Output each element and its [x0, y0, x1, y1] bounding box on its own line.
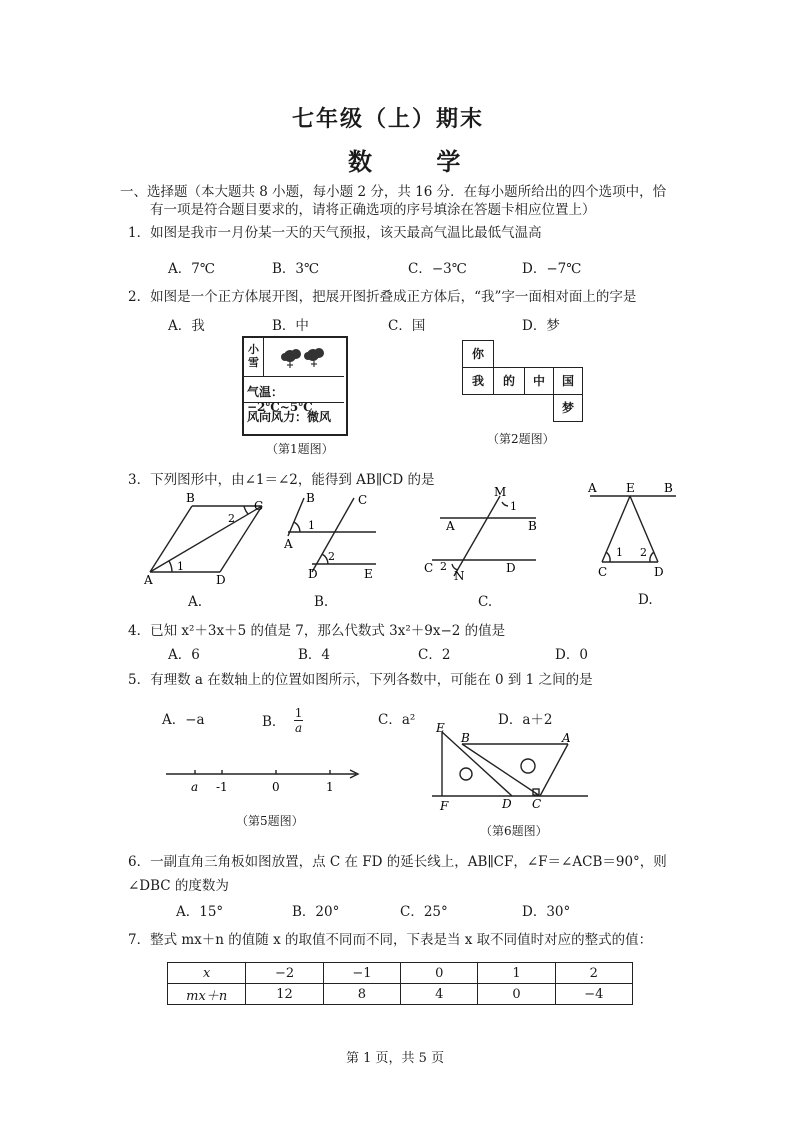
- label-c: C: [254, 499, 264, 513]
- q4-option-b[interactable]: B．4: [298, 647, 331, 663]
- table-cell: −2: [246, 963, 323, 984]
- triangle-rulers-figure: [432, 720, 592, 816]
- q4-option-c[interactable]: C．2: [418, 647, 451, 663]
- frac-numerator: 1: [294, 706, 303, 720]
- angle-2: 2: [640, 546, 647, 559]
- q1-stem: 1．如图是我市一月份某一天的天气预报，该天最高气温比最低气温高: [128, 225, 542, 241]
- q3-figure-a: [140, 492, 270, 587]
- fig6-caption: （第6题图）: [480, 824, 548, 838]
- cube-face-de: 的: [493, 367, 525, 395]
- label-a: A: [446, 519, 455, 533]
- label-c: C: [532, 797, 542, 811]
- table-cell: 8: [323, 984, 400, 1005]
- label-d: D: [216, 573, 226, 587]
- weather-temperature: 气温：−2℃~5℃: [247, 385, 313, 414]
- weather-forecast-figure: [242, 336, 348, 436]
- q2-option-c[interactable]: C．国: [388, 318, 426, 334]
- cube-face-wo: 我: [462, 367, 494, 395]
- q3-option-c[interactable]: C.: [478, 594, 493, 610]
- q1-option-b[interactable]: B．3℃: [272, 261, 320, 277]
- table-cell: mx＋n: [168, 984, 246, 1005]
- label-d: D: [654, 565, 664, 579]
- table-row: [168, 963, 633, 984]
- table-cell: −4: [555, 984, 632, 1005]
- label-m: M: [494, 485, 507, 499]
- q4-option-d[interactable]: D．0: [555, 647, 588, 663]
- axis-label-a: a: [191, 780, 199, 794]
- axis-label-neg1: -1: [216, 780, 228, 794]
- q3-figure-d: [584, 480, 684, 580]
- cube-face-ni: 你: [462, 340, 494, 368]
- label-c: C: [598, 565, 608, 579]
- q2-option-d[interactable]: D．梦: [522, 318, 560, 334]
- weather-wind: 风向风力：微风: [247, 410, 332, 424]
- q5-stem: 5．有理数 a 在数轴上的位置如图所示，下列各数中，可能在 0 到 1 之间的是: [128, 672, 593, 688]
- table-cell: 0: [401, 963, 478, 984]
- fig5-caption: （第5题图）: [236, 814, 304, 828]
- label-e: E: [436, 721, 445, 735]
- q3-option-a[interactable]: A.: [188, 594, 203, 610]
- q7-stem: 7．整式 mx＋n 的值随 x 的取值不同而不同，下表是当 x 取不同值时对应的整式的值：: [128, 932, 653, 948]
- q5-option-c[interactable]: C．a²: [378, 712, 416, 728]
- label-a: A: [144, 573, 153, 587]
- label-n: N: [454, 569, 465, 582]
- fig1-caption: （第1题图）: [266, 442, 334, 456]
- label-d: D: [506, 561, 516, 575]
- angle-1: 1: [616, 546, 623, 559]
- q7-value-table: [167, 962, 633, 1005]
- label-c: C: [358, 493, 368, 507]
- number-line-figure: [160, 764, 365, 796]
- cube-face-meng: 梦: [553, 394, 583, 422]
- q1-option-a[interactable]: A．7℃: [168, 261, 215, 277]
- q5-option-a[interactable]: A．−a: [162, 712, 205, 728]
- angle-2: 2: [228, 512, 235, 525]
- q3-option-d[interactable]: D.: [638, 592, 653, 608]
- weather-label: 小雪: [244, 338, 264, 376]
- axis-label-0: 0: [272, 780, 280, 794]
- table-cell: 1: [478, 963, 555, 984]
- page-footer: 第 1 页，共 5 页: [346, 1051, 445, 1066]
- label-b: B: [306, 491, 315, 505]
- label-e: E: [364, 567, 373, 581]
- q2-stem: 2．如图是一个正方体展开图，把展开图折叠成正方体后，“我”字一面相对面上的字是: [128, 289, 637, 305]
- page-title: 七年级（上）期末: [292, 106, 485, 132]
- label-b: B: [528, 519, 537, 533]
- subject-title: 数 学: [348, 147, 489, 176]
- q2-option-a[interactable]: A．我: [168, 318, 205, 334]
- q5-option-d[interactable]: D．a＋2: [498, 712, 553, 728]
- table-cell: 0: [478, 984, 555, 1005]
- q2-option-b[interactable]: B．中: [272, 318, 309, 334]
- label-b: B: [664, 481, 673, 495]
- cube-face-guo: 国: [553, 367, 583, 395]
- snow-cloud-icon: [280, 345, 330, 369]
- q6-option-b[interactable]: B．20°: [292, 904, 340, 920]
- q6-stem-line1: 6．一副直角三角板如图放置，点 C 在 FD 的延长线上，AB∥CF，∠F＝∠ACB＝90°，则: [128, 854, 667, 870]
- q5-option-b[interactable]: [262, 708, 303, 737]
- frac-denominator: a: [294, 721, 303, 735]
- q4-option-a[interactable]: A．6: [168, 647, 200, 663]
- label-a: A: [562, 731, 571, 745]
- table-cell: 2: [555, 963, 632, 984]
- q6-option-a[interactable]: A．15°: [176, 904, 224, 920]
- label-a: A: [588, 481, 597, 495]
- q1-option-d[interactable]: D．−7℃: [522, 261, 582, 277]
- label-b: B: [186, 492, 195, 505]
- q6-option-d[interactable]: D．30°: [522, 904, 571, 920]
- table-cell: 4: [401, 984, 478, 1005]
- q5-option-b-label: B．: [262, 714, 286, 730]
- label-d: D: [308, 567, 318, 581]
- angle-1: 1: [177, 560, 184, 573]
- q3-figure-b: [282, 490, 382, 582]
- fig2-caption: （第2题图）: [487, 432, 555, 446]
- label-d: D: [502, 797, 512, 811]
- cube-net-figure: [462, 340, 582, 422]
- q3-stem: 3．下列图形中，由∠1＝∠2，能得到 AB∥CD 的是: [128, 472, 435, 488]
- section-instructions-line1: 一、选择题（本大题共 8 小题，每小题 2 分，共 16 分．在每小题所给出的四个选项中，恰: [120, 184, 667, 200]
- angle-1: 1: [308, 519, 315, 532]
- table-cell: x: [168, 963, 246, 984]
- angle-2: 2: [328, 550, 335, 563]
- q4-stem: 4．已知 x²＋3x＋5 的值是 7，那么代数式 3x²＋9x−2 的值是: [128, 623, 506, 639]
- axis-label-1: 1: [326, 780, 334, 794]
- q6-stem-line2: ∠DBC 的度数为: [128, 878, 229, 894]
- q3-option-b[interactable]: B.: [314, 594, 329, 610]
- angle-2: 2: [440, 560, 447, 573]
- label-c: C: [424, 561, 434, 575]
- q6-option-c[interactable]: C．25°: [400, 904, 448, 920]
- table-row: [168, 984, 633, 1005]
- label-e: E: [626, 481, 635, 495]
- label-a: A: [284, 537, 293, 551]
- table-cell: −1: [323, 963, 400, 984]
- section-instructions-line2: 有一项是符合题目要求的，请将正确选项的序号填涂在答题卡相应位置上）: [150, 202, 596, 218]
- q1-option-c[interactable]: C．−3℃: [408, 261, 467, 277]
- cube-face-zhong: 中: [524, 367, 554, 395]
- angle-1: 1: [510, 500, 517, 513]
- label-b: B: [461, 731, 470, 745]
- q3-figure-c: [420, 484, 550, 582]
- label-f: F: [440, 799, 449, 813]
- table-cell: 12: [246, 984, 323, 1005]
